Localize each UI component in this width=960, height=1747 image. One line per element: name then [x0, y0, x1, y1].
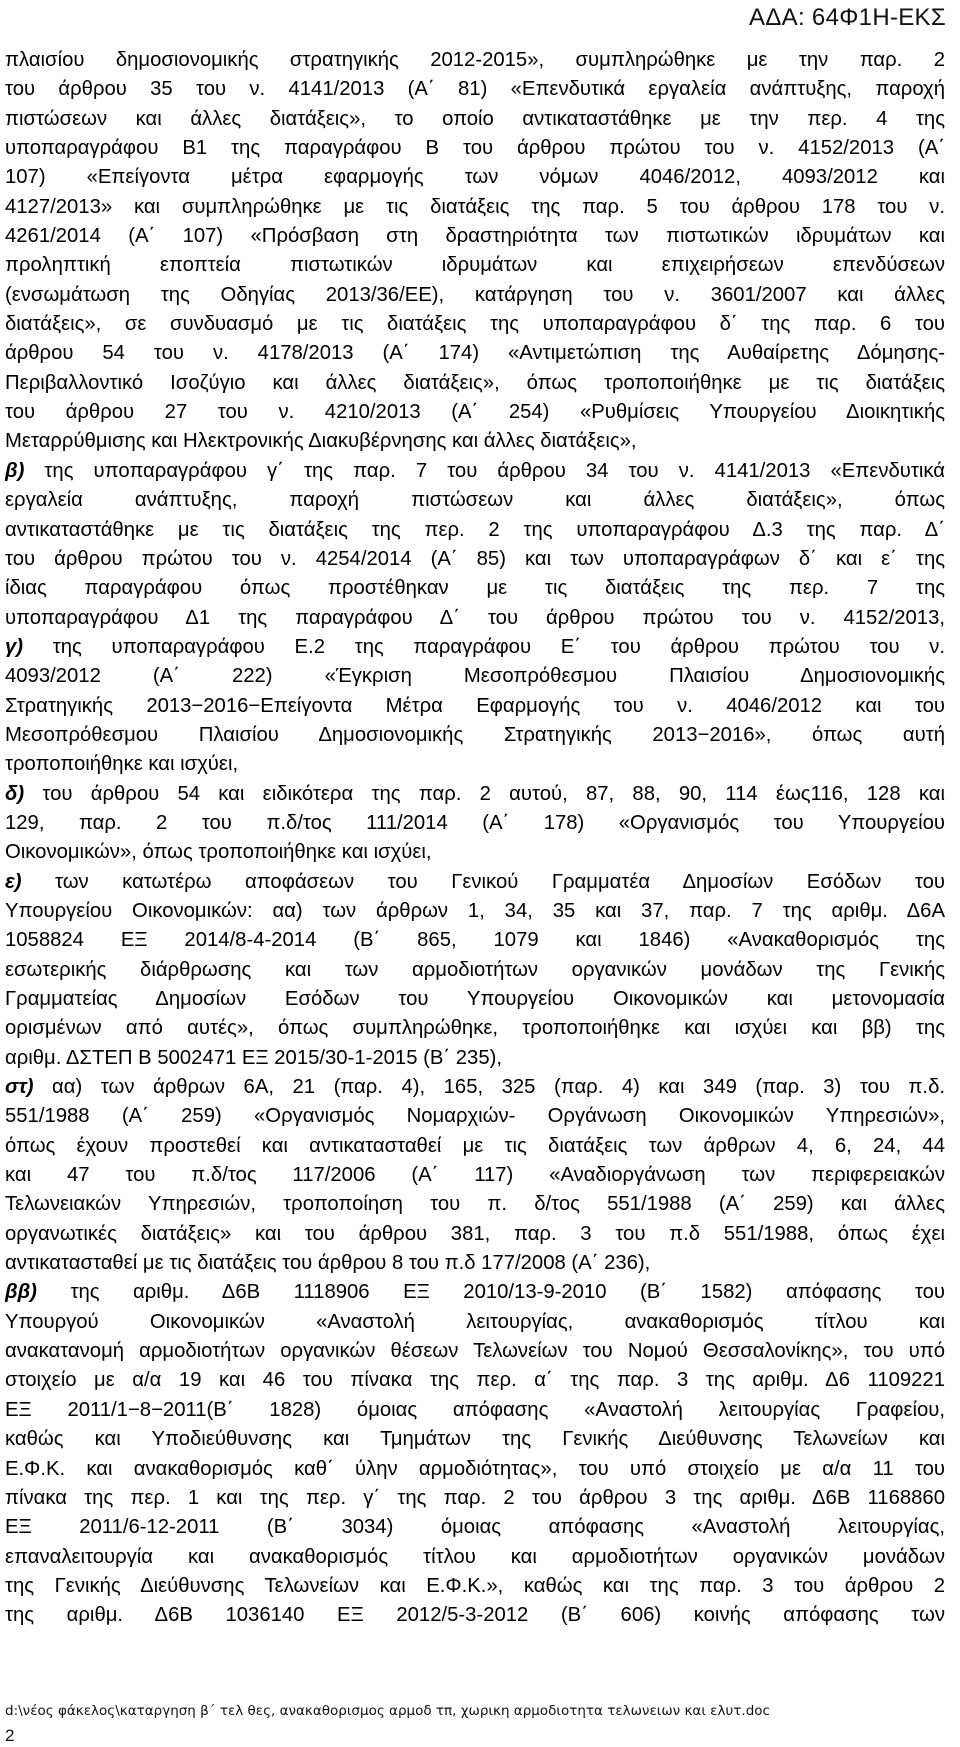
line-text: Μεταρρύθμισης και Ηλεκτρονικής Διακυβέρνησης και άλλες διατάξεις», [5, 430, 637, 453]
line-text: της υποπαραγράφου γ΄ της παρ. 7 του άρθρου 34 του ν. 4141/2013 «Επενδυτικά [24, 459, 945, 482]
text-line [5, 868, 945, 897]
list-marker: γ) [5, 635, 24, 658]
text-line [5, 1572, 945, 1601]
line-text: 4127/2013» και συμπληρώθηκε με τις διατάξεις της παρ. 5 του άρθρου 178 του ν. [5, 195, 945, 218]
text-line [5, 838, 945, 867]
line-text: πιστώσεων και άλλες διατάξεις», το οποίο αντικαταστάθηκε με την περ. 4 της [5, 107, 945, 130]
text-line [5, 310, 945, 339]
document-body [5, 46, 945, 1631]
line-text: Υπουργού Οικονομικών «Αναστολή λειτουργίας, ανακαθορισμός τίτλου και [5, 1310, 945, 1333]
line-text: άρθρου 54 του ν. 4178/2013 (Α΄ 174) «Αντιμετώπιση της Αυθαίρετης Δόμησης- [5, 342, 945, 365]
text-line [5, 1601, 945, 1630]
text-line [5, 163, 945, 192]
text-line [5, 1308, 945, 1337]
text-line [5, 956, 945, 985]
text-line [5, 1425, 945, 1454]
line-text: του άρθρου πρώτου του ν. 4254/2014 (Α΄ 85) και των υποπαραγράφων δ΄ και ε΄ της [5, 547, 945, 570]
line-text: του άρθρου 35 του ν. 4141/2013 (Α΄ 81) «Επενδυτικά εργαλεία ανάπτυξης, παροχή [5, 78, 945, 101]
text-line [5, 1455, 945, 1484]
line-text: όπως έχουν προστεθεί και αντικατασταθεί με τις διατάξεις των άρθρων 4, 6, 24, 44 [5, 1134, 945, 1157]
text-line [5, 486, 945, 515]
line-text: Ε.Φ.Κ. και ανακαθορισμός καθ΄ ύλην αρμοδιότητας», του υπό στοιχείο με α/α 11 του [5, 1457, 945, 1480]
line-text: Στρατηγικής 2013−2016−Επείγοντα Μέτρα Εφαρμογής του ν. 4046/2012 και του [5, 694, 945, 717]
line-text: των κατωτέρω αποφάσεων του Γενικού Γραμματέα Δημοσίων Εσόδων του [21, 870, 945, 893]
line-text: 551/1988 (Α΄ 259) «Οργανισμός Νομαρχιών- Οργάνωση Οικονομικών Υπηρεσιών», [5, 1105, 945, 1128]
line-text: διατάξεις», σε συνδυασμό με τις διατάξεις της υποπαραγράφου δ΄ της παρ. 6 του [5, 313, 945, 336]
list-marker: στ) [5, 1076, 34, 1099]
text-line [5, 427, 945, 456]
text-line [5, 281, 945, 310]
text-line [5, 193, 945, 222]
ada-header: ΑΔΑ: 64Φ1Η-ΕΚΣ [749, 4, 946, 31]
text-line [5, 926, 945, 955]
line-text: του άρθρου 54 και ειδικότερα της παρ. 2 αυτού, 87, 88, 90, 114 έως116, 128 και [24, 782, 945, 805]
line-text: εργαλεία ανάπτυξης, παροχή πιστώσεων και άλλες διατάξεις», όπως [5, 489, 945, 512]
line-text: της αριθμ. Δ6Β 1036140 ΕΞ 2012/5-3-2012 (Β΄ 606) κοινής απόφασης των [5, 1604, 945, 1627]
line-text: πλαισίου δημοσιονομικής στρατηγικής 2012-2015», συμπληρώθηκε με την παρ. 2 [5, 49, 945, 71]
text-line [5, 1190, 945, 1219]
list-marker: β) [5, 459, 25, 482]
text-line [5, 721, 945, 750]
line-text: ανακατανομή αρμοδιοτήτων οργανικών θέσεων Τελωνείων του Νομού Θεσσαλονίκης», του υπό [5, 1340, 945, 1363]
list-marker: δ) [5, 782, 25, 805]
line-text: και 47 του π.δ/τος 117/2006 (Α΄ 117) «Αναδιοργάνωση των περιφερειακών [5, 1164, 945, 1187]
line-text: 107) «Επείγοντα μέτρα εφαρμογής των νόμων 4046/2012, 4093/2012 και [5, 166, 945, 189]
list-marker: ε) [5, 870, 22, 893]
line-text: προληπτική εποπτεία πιστωτικών ιδρυμάτων και επιχειρήσεων επενδύσεων [5, 254, 945, 277]
line-text: οργανωτικές διατάξεις» και του άρθρου 381, παρ. 3 του π.δ 551/1988, όπως έχει [5, 1222, 945, 1245]
line-text: υποπαραγράφου Δ1 της παραγράφου Δ΄ του άρθρου πρώτου του ν. 4152/2013, [5, 606, 945, 629]
line-text: της αριθμ. Δ6Β 1118906 ΕΞ 2010/13-9-2010 (Β΄ 1582) απόφασης του [36, 1281, 945, 1304]
line-text: Περιβαλλοντικό Ισοζύγιο και άλλες διατάξεις», όπως τροποποιήθηκε με τις διατάξεις [5, 371, 945, 394]
page-number: 2 [5, 1726, 15, 1745]
line-text: καθώς και Υποδιεύθυνσης και Τμημάτων της Γενικής Διεύθυνσης Τελωνείων και [5, 1428, 945, 1451]
text-line [5, 134, 945, 163]
text-line [5, 46, 945, 75]
text-line [5, 1073, 945, 1102]
text-line [5, 1132, 945, 1161]
line-text: αντικατασταθεί με τις διατάξεις του άρθρου 8 του π.δ 177/2008 (Α΄ 236), [5, 1252, 651, 1275]
text-line [5, 1543, 945, 1572]
text-line [5, 985, 945, 1014]
footer-file-path: d:\νέος φάκελος\καταργηση β΄ τελ θες, ανακαθορισμος αρμοδ τπ, χωρικη αρμοδιοτητα τελωνειων και ελυτ.doc [5, 1703, 770, 1719]
line-text: αριθμ. ΔΣΤΕΠ Β 5002471 ΕΞ 2015/30-1-2015 (Β΄ 235), [5, 1046, 503, 1069]
text-line [5, 1513, 945, 1542]
text-line [5, 1396, 945, 1425]
text-line [5, 662, 945, 691]
text-line [5, 1014, 945, 1043]
line-text: εσωτερικής διάρθρωσης και των αρμοδιοτήτων οργανικών μονάδων της Γενικής [5, 958, 945, 981]
text-line [5, 692, 945, 721]
line-text: του άρθρου 27 του ν. 4210/2013 (Α΄ 254) «Ρυθμίσεις Υπουργείου Διοικητικής [5, 401, 945, 424]
line-text: 129, παρ. 2 του π.δ/τος 111/2014 (Α΄ 178) «Οργανισμός του Υπουργείου [5, 811, 945, 834]
line-text: της υποπαραγράφου Ε.2 της παραγράφου Ε΄ του άρθρου πρώτου του ν. [23, 635, 945, 658]
line-text: 1058824 ΕΞ 2014/8-4-2014 (Β΄ 865, 1079 και 1846) «Ανακαθορισμός της [5, 929, 945, 952]
text-line [5, 750, 945, 779]
line-text: στοιχείο με α/α 19 και 46 του πίνακα της περ. α΄ της παρ. 3 της αριθμ. Δ6 1109221 [5, 1369, 945, 1392]
line-text: υποπαραγράφου Β1 της παραγράφου Β του άρθρου πρώτου του ν. 4152/2013 (Α΄ [5, 137, 945, 160]
text-line [5, 398, 945, 427]
text-line [5, 1337, 945, 1366]
text-line [5, 457, 945, 486]
text-line [5, 369, 945, 398]
line-text: ΕΞ 2011/1−8−2011(Β΄ 1828) όμοιας απόφασης «Αναστολή λειτουργίας Γραφείου, [5, 1398, 945, 1421]
text-line [5, 1102, 945, 1131]
line-text: Τελωνειακών Υπηρεσιών, τροποποίηση του π. δ/τος 551/1988 (Α΄ 259) και άλλες [5, 1193, 945, 1216]
line-text: Οικονομικών», όπως τροποποιήθηκε και ισχύει, [5, 841, 432, 864]
line-text: επαναλειτουργία και ανακαθορισμός τίτλου και αρμοδιοτήτων οργανικών μονάδων [5, 1545, 945, 1568]
line-text: ΕΞ 2011/6-12-2011 (Β΄ 3034) όμοιας απόφασης «Αναστολή λειτουργίας, [5, 1516, 945, 1539]
text-line [5, 604, 945, 633]
line-text: πίνακα της περ. 1 και της περ. γ΄ της παρ. 2 του άρθρου 3 της αριθμ. Δ6Β 1168860 [5, 1486, 945, 1509]
text-line [5, 1220, 945, 1249]
text-line [5, 105, 945, 134]
text-line [5, 222, 945, 251]
line-text: ορισμένων από αυτές», όπως συμπληρώθηκε, τροποποιήθηκε και ισχύει και ββ) της [5, 1017, 945, 1040]
text-line [5, 1161, 945, 1190]
line-text: (ενσωμάτωση της Οδηγίας 2013/36/ΕΕ), κατάργηση του ν. 3601/2007 και άλλες [5, 283, 945, 306]
line-text: αντικαταστάθηκε με τις διατάξεις της περ. 2 της υποπαραγράφου Δ.3 της παρ. Δ΄ [5, 518, 945, 541]
text-line [5, 809, 945, 838]
text-line [5, 75, 945, 104]
text-line [5, 251, 945, 280]
text-line [5, 1278, 945, 1307]
text-line [5, 1044, 945, 1073]
text-line [5, 545, 945, 574]
text-line [5, 780, 945, 809]
text-line [5, 1366, 945, 1395]
line-text: τροποποιήθηκε και ισχύει, [5, 753, 239, 776]
text-line [5, 516, 945, 545]
text-line [5, 1249, 945, 1278]
line-text: της Γενικής Διεύθυνσης Τελωνείων και Ε.Φ.Κ.», καθώς και της παρ. 3 του άρθρου 2 [5, 1574, 945, 1597]
line-text: Υπουργείου Οικονομικών: αα) των άρθρων 1, 34, 35 και 37, παρ. 7 της αριθμ. Δ6Α [5, 899, 945, 922]
list-marker: ββ) [5, 1281, 37, 1304]
line-text: ίδιας παραγράφου όπως προστέθηκαν με τις διατάξεις της περ. 7 της [5, 577, 945, 600]
text-line [5, 633, 945, 662]
line-text: Γραμματείας Δημοσίων Εσόδων του Υπουργείου Οικονομικών και μετονομασία [5, 988, 945, 1010]
text-line [5, 897, 945, 926]
text-line [5, 339, 945, 368]
line-text: αα) των άρθρων 6Α, 21 (παρ. 4), 165, 325 (παρ. 4) και 349 (παρ. 3) του π.δ. [33, 1076, 945, 1099]
line-text: 4093/2012 (Α΄ 222) «Έγκριση Μεσοπρόθεσμου Πλαισίου Δημοσιονομικής [5, 665, 945, 688]
text-line [5, 1484, 945, 1513]
text-line [5, 574, 945, 603]
line-text: 4261/2014 (Α΄ 107) «Πρόσβαση στη δραστηριότητα των πιστωτικών ιδρυμάτων και [5, 225, 945, 248]
line-text: Μεσοπρόθεσμου Πλαισίου Δημοσιονομικής Στρατηγικής 2013−2016», όπως αυτή [5, 723, 945, 746]
